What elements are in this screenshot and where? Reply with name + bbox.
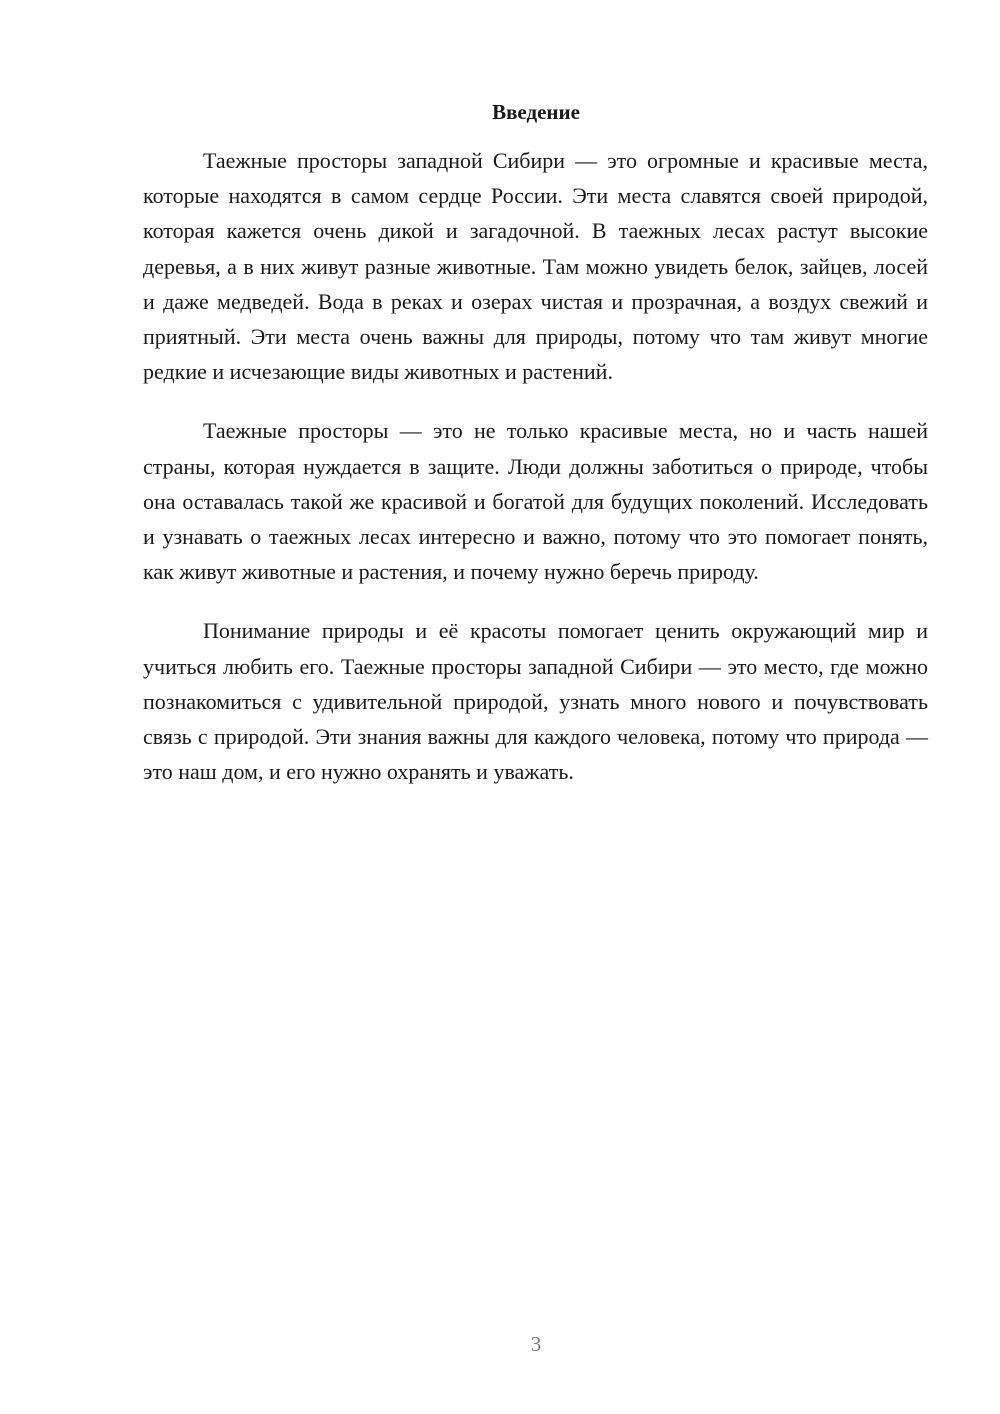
page-number: 3 <box>530 1332 542 1356</box>
body-text <box>143 143 928 813</box>
paragraph-1: Таежные просторы западной Сибири — это огромные и красивые места, которые находятся в самом сердце России. Эти места славятся своей природой, которая кажется очень дикой и загадочной. В таежных лесах растут высокие деревья, а в них живут разные животные. Там можно увидеть белок, зайцев, лосей и даже медведей. Вода в реках и озерах чистая и прозрачная, а воздух свежий и приятный. Эти места очень важны для природы, потому что там живут многие редкие и исчезающие виды животных и растений. <box>143 148 928 385</box>
section-title: Введение <box>492 100 580 124</box>
paragraph-2: Таежные просторы — это не только красивые места, но и часть нашей страны, которая нуждается в защите. Люди должны заботиться о природе, чтобы она оставалась такой же красивой и богатой для будущих поколений. Исследовать и узнавать о таежных лесах интересно и важно, потому что это помогает понять, как живут животные и растения, и почему нужно беречь природу. <box>143 418 928 585</box>
paragraph-3: Понимание природы и её красоты помогает ценить окружающий мир и учиться любить его. Таежные просторы западной Сибири — это место, где можно познакомиться с удивительной природой, узнать много нового и почувствовать связь с природой. Эти знания важны для каждого человека, потому что природа — это наш дом, и его нужно охранять и уважать. <box>143 618 928 785</box>
